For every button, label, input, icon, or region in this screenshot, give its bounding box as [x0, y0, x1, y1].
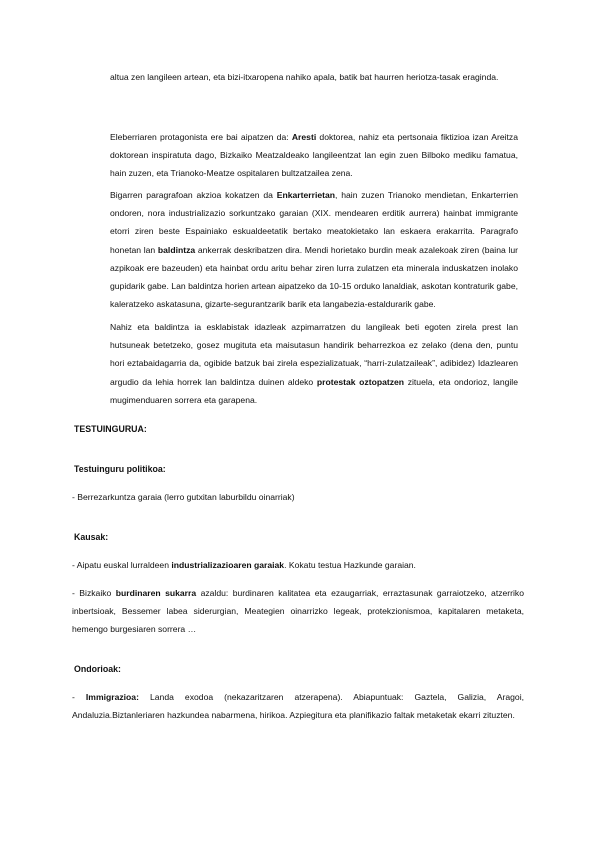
emphasis-burdinaren-sukarra: burdinaren sukarra: [115, 588, 197, 598]
item-politikoa: - Berrezarkuntza garaia (lerro gutxitan laburbildu oinarriak): [72, 492, 295, 502]
text: . Kokatu testua Hazkunde garaian.: [284, 560, 416, 570]
paragraph-third: [110, 318, 518, 409]
emphasis-immigrazioa: Immigrazioa:: [85, 692, 139, 702]
paragraph-protagonist: [110, 128, 518, 183]
text: Bigarren paragrafoan akzioa kokatzen da: [110, 190, 277, 200]
emphasis-enkarterrietan: Enkarterrietan: [276, 190, 336, 200]
text: -: [72, 692, 86, 702]
text: Nahiz eta baldintza ia esklabistak idazleak azpimarratzen du langileak beti egoten zirela prest lan hutsuneak betetzeko, gosez mugituta eta maisutasun handirik beharrezkoa ez zelako (dena den, puntu hori eztabaidagarria da, ogibide batzuk bai zirela espezializatuak, “harri-zulatzaileak”, adibidez) Idazlearen argudio da lehia horrek lan baldintza duinen aldeko: [110, 322, 518, 387]
text: zituela, eta ondorioz, langile mugimenduaren sorrera eta garapena.: [110, 376, 518, 405]
text: - Bizkaiko: [72, 588, 116, 598]
heading-kausak: Kausak:: [74, 532, 109, 542]
text: , hain zuzen Trianoko mendietan, Enkarterrien ondoren, nora industrializazio sorkuntzako garaian (XIX. mendearen erditik aurrera) hainbat immigrante etorri ziren beste Espainiako eskualdeetatik bertako meatokietako lan eskaera erakarrita. Paragrafo honetan lan: [110, 190, 518, 255]
item-kausak-burdina: [72, 584, 524, 639]
emphasis-industrializazioa: industrializazioaren garaiak: [171, 560, 285, 570]
item-kausak-industrializazioa: [72, 556, 524, 574]
paragraph-intro-continuation: altua zen langileen artean, eta bizi-itxaropena nahiko apala, batik bat haurren heriotza-tasak eraginda.: [110, 72, 499, 82]
text: doktorea, nahiz eta pertsonaia fiktizioa izan Areitza doktorean inspiratuta dago, Bizkaiko Meatzaldeako langileentzat lan egin zuen Bilboko mediku famatua, hain zuzen, eta Trianoko-Meatze ospitalaren bultzatzailea zena.: [110, 132, 518, 179]
paragraph-second: [110, 186, 518, 313]
emphasis-aresti: Aresti: [291, 132, 317, 142]
text: - Aipatu euskal lurraldeen: [72, 560, 172, 570]
text: ankerrak deskribatzen dira. Mendi horietako burdin meak azalekoak ziren (baina lur azpikoak ere bazeuden) eta hainbat ordu aritu behar ziren lurra zulatzen eta minerala induskatzen inolako gupidarik gabe. Lan baldintza horien artean aipatzeko da 10-15 orduko lanaldiak, askotan kontraturik gabe, kaleratzeko askatasuna, gizarte-segurantzarik barik eta langabezia-estaldurarik gabe.: [110, 244, 518, 310]
text: Eleberriaren protagonista ere bai aipatzen da:: [110, 132, 292, 142]
text: azaldu: burdinaren kalitatea eta ezaugarriak, erraztasunak garraiotzeko, atzerriko inbertsioak, Bessemer labea siderurgian, Meategien oinarrizko legeak, protekzionismoa, kapitalaren metaketa, hemengo burgesiaren sorrera …: [72, 588, 525, 635]
emphasis-baldintza: baldintza: [157, 244, 196, 255]
item-ondorioak-immigrazioa: [72, 688, 524, 724]
emphasis-protestak: protestak oztopatzen: [316, 376, 405, 387]
text: Landa exodoa (nekazaritzaren atzerapena). Abiapuntuak: Gaztela, Galizia, Aragoi, Andaluzia.Biztanleriaren hazkundea nabarmena, hirikoa. Azpiegitura eta planifikazio faltak metaketak ekarri zituzten.: [72, 692, 524, 721]
heading-ondorioak: Ondorioak:: [74, 664, 121, 674]
heading-politikoa: Testuinguru politikoa:: [74, 464, 166, 474]
section-title-testuingurua: TESTUINGURUA:: [74, 424, 147, 434]
